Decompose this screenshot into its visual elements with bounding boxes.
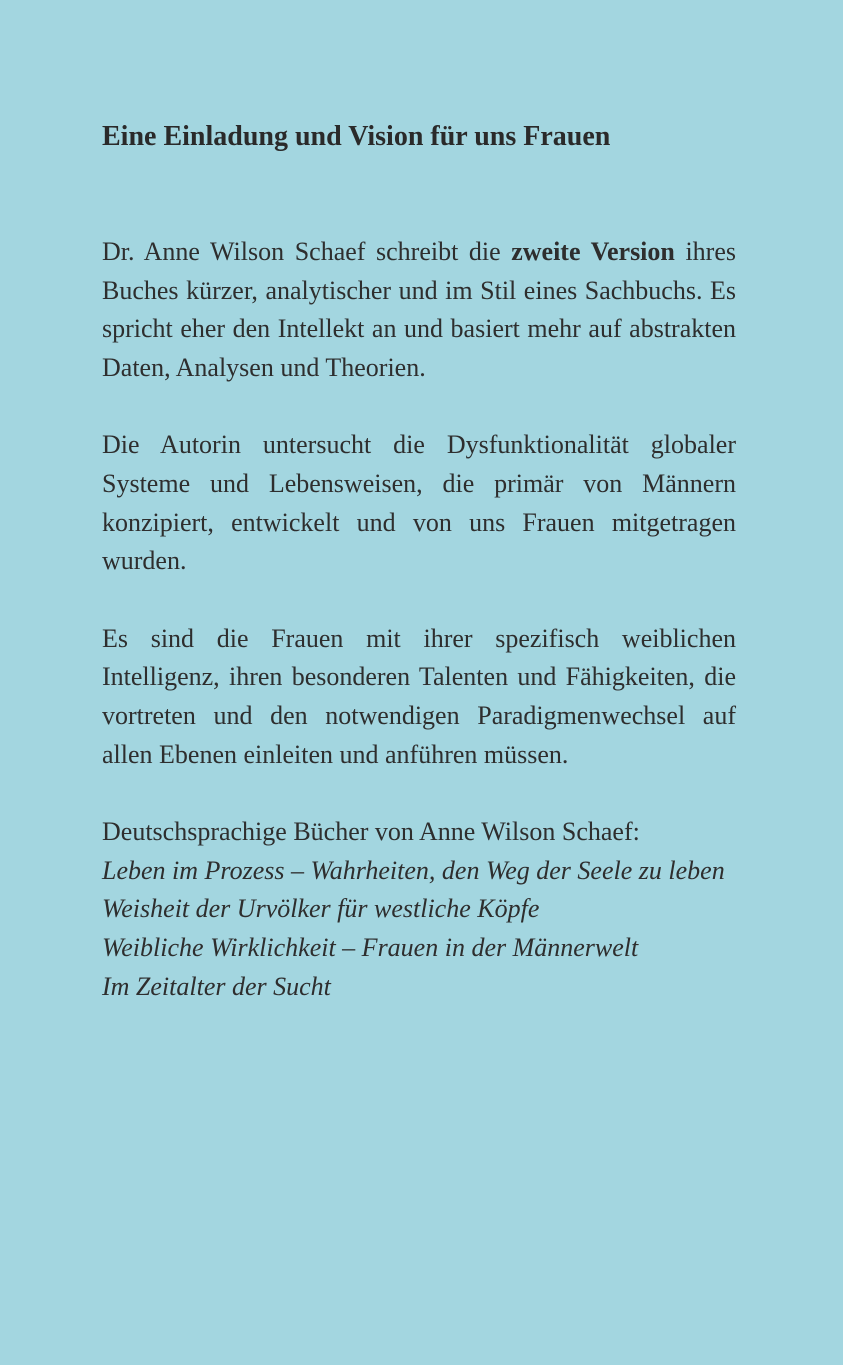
paragraph-intro-start: Dr. Anne Wilson Schaef schreibt die: [102, 237, 512, 266]
book-title: Im Zeitalter der Sucht: [102, 971, 331, 1001]
paragraph-intro-end: ihres Buches kürzer, analytischer und im Stil eines Sachbuchs. Es spricht eher den Intellekt an und basiert mehr auf abstrakten Daten, Analysen und Theorien.: [102, 237, 736, 382]
book-list: [102, 813, 736, 1006]
book-title: Weisheit der Urvölker für westliche Köpfe: [102, 894, 540, 924]
book-list-heading: Deutschsprachige Bücher von Anne Wilson Schaef:: [102, 817, 640, 847]
paragraph-intro-bold: zweite Version: [511, 237, 675, 266]
book-title: Leben im Prozess – Wahrheiten, den Weg der Seele zu leben: [102, 855, 725, 885]
paragraph-women-intelligence: Es sind die Frauen mit ihrer spezifisch weiblichen Intelligenz, ihren besonderen Talenten und Fähigkeiten, die vortreten und den notwendigen Paradigmenwechsel auf allen Ebenen einleiten und anführen müssen.: [102, 623, 736, 769]
paragraph-intro: [102, 233, 736, 387]
page-title: Eine Einladung und Vision für uns Frauen: [102, 121, 611, 152]
cover-text-block: [102, 118, 736, 1006]
book-title: Weibliche Wirklichkeit – Frauen in der Männerwelt: [102, 932, 639, 962]
paragraph-author-analysis: Die Autorin untersucht die Dysfunktionalität globaler Systeme und Lebensweisen, die primär von Männern konzipiert, entwickelt und von uns Frauen mitgetragen wurden.: [102, 430, 736, 576]
